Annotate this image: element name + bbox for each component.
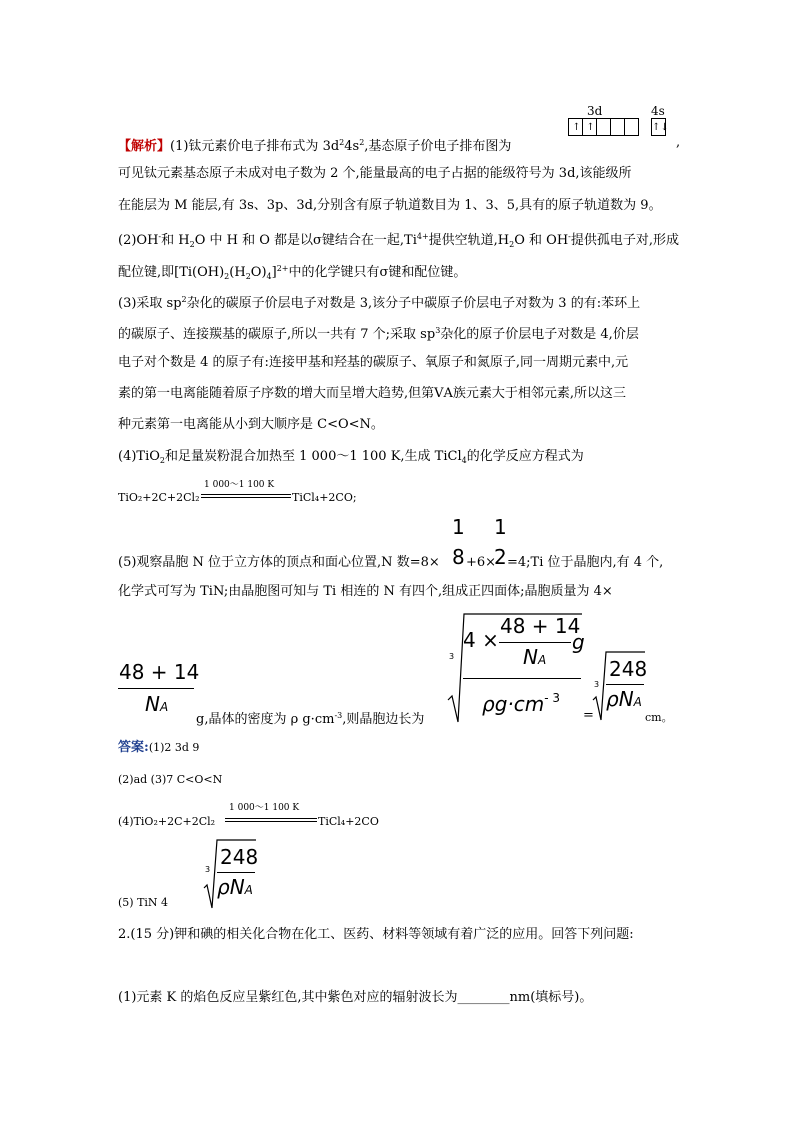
analysis-para-4-line-1: (4)TiO$_2$和足量炭粉混合加热至 1 000～1 100 K,生成 TiCl$_4$的化学反应方程式为 — [118, 449, 584, 465]
analysis-para-3-line-3: 电子对个数是 4 的原子有:连接甲基和羟基的碳原子、氧原子和氮原子,同一周期元素中,元 — [118, 355, 629, 370]
root-denominator: ρNA — [606, 687, 642, 711]
analysis-line-2: 可见钛元素基态原子未成对电子数为 2 个,能量最高的电子占据的能级符号为 3d,该能级所 — [118, 166, 632, 181]
mass-numerator: 48 + 14 — [119, 660, 200, 684]
big-numerator-g: g — [572, 630, 585, 654]
analysis-para-5-line-2: 化学式可写为 TiN;由晶胞图可知与 Ti 相连的 N 有四个,组成正四面体;晶胞质量为 4× — [118, 584, 613, 599]
answer-root-denominator: ρNA — [217, 875, 253, 899]
big-numerator-frac-num: 48 + 14 — [500, 614, 581, 638]
answer-root-numerator: 248 — [220, 845, 259, 869]
root-index: 3 — [594, 680, 600, 689]
orbital-box — [596, 118, 611, 136]
orbital-box — [624, 118, 639, 136]
orbital-box — [568, 118, 583, 136]
orbital-label-3d: 3d — [587, 104, 603, 118]
analysis-tag: 【解析】 — [118, 139, 171, 154]
question-2: 2.(15 分)钾和碘的相关化合物在化工、医药、材料等领域有着广泛的应用。回答下列问题: — [118, 927, 634, 942]
analysis-line-3: 在能层为 M 能层,有 3s、3p、3d,分别含有原子轨道数目为 1、3、5,具有的原子轨道数为 9。 — [118, 198, 662, 213]
equation-line — [201, 494, 291, 495]
analysis-para-3-line-2: 的碳原子、连接羰基的碳原子,所以一共有 7 个;采取 $sp^3$杂化的原子价层电子对数是 4,价层 — [118, 326, 639, 342]
root-numerator: 248 — [609, 657, 648, 681]
analysis-line-1: 【解析】(1)钛元素价电子排布式为 $3d^24s^2$,基态原子价电子排布图为 — [118, 138, 512, 154]
answer-line-1: 答案:(1)2 3d 9 — [118, 740, 200, 755]
answer-label: 答案: — [118, 740, 149, 755]
arrow-up-icon: ↑ — [572, 122, 581, 133]
equation-left: TiO₂+2C+2Cl₂ — [118, 491, 200, 504]
fraction-1-denominator: 8 — [452, 545, 465, 569]
mass-denominator: NA — [145, 692, 169, 716]
unit-cm: cm。 — [645, 711, 673, 724]
orbital-box — [651, 118, 669, 136]
orbital-box — [610, 118, 625, 136]
big-denominator: $\rho g\cdot cm^{- 3}$ — [482, 691, 561, 716]
equation-right: TiCl₄+2CO; — [292, 491, 357, 504]
answer-equation-left: (4)TiO₂+2C+2Cl₂ — [118, 815, 216, 828]
plus-six: +6× — [466, 555, 497, 570]
question-2-sub-1: (1)元素 K 的焰色反应呈紫红色,其中紫色对应的辐射波长为________nm(填标号)。 — [118, 990, 593, 1005]
answer-equation-right: TiCl₄+2CO — [318, 815, 379, 828]
arrow-pair-icon: ↑↓ — [652, 122, 669, 133]
analysis-para-3-line-5: 种元素第一电离能从小到大顺序是 C<O<N。 — [118, 417, 384, 432]
orbital-3d-boxes — [568, 118, 648, 138]
equals-sign: = — [583, 708, 594, 723]
answer-equation-condition: 1 000～1 100 K — [229, 803, 300, 813]
analysis-para-2-line-1: (2)OH-和 $H_2O$ 中 H 和 O 都是以σ键结合在一起$,Ti^{4+}$提供空轨道$,H_2O$ 和 OH-提供孤电子对,形成 — [118, 232, 679, 249]
analysis-comma: , — [676, 135, 681, 150]
equation-line — [201, 497, 291, 498]
fraction-2-numerator: 1 — [494, 515, 507, 539]
fraction-1-numerator: 1 — [452, 515, 465, 539]
answer-root-index: 3 — [205, 865, 211, 874]
analysis-para-2-line-2: 配位键,即$[Ti(OH)_2(H_2O)_4]^{2+}$中的化学键只有σ键和配位键。 — [118, 264, 467, 281]
answer-line-2: (2)ad (3)7 C<O<N — [118, 773, 223, 786]
cube-root-index: 3 — [449, 652, 455, 661]
equation-condition: 1 000～1 100 K — [204, 480, 275, 490]
big-numerator-frac-den: NA — [523, 645, 547, 669]
analysis-para-3-line-4: 素的第一电离能随着原子序数的增大而呈增大趋势,但第ⅤA族元素大于相邻元素,所以这三 — [118, 386, 627, 401]
orbital-4s-box — [651, 118, 669, 138]
analysis-para-3-line-1: (3)采取 $sp^2$杂化的碳原子价层电子对数是 3,该分子中碳原子价层电子对数为 3 的有:苯环上 — [118, 295, 641, 311]
orbital-label-4s: 4s — [651, 104, 665, 118]
answer-blank[interactable]: ________ — [457, 990, 510, 1005]
arrow-up-icon: ↑ — [586, 122, 595, 133]
orbital-box — [582, 118, 597, 136]
big-numerator-prefix: 4 × — [463, 628, 499, 652]
fraction-2-denominator: 2 — [494, 545, 507, 569]
